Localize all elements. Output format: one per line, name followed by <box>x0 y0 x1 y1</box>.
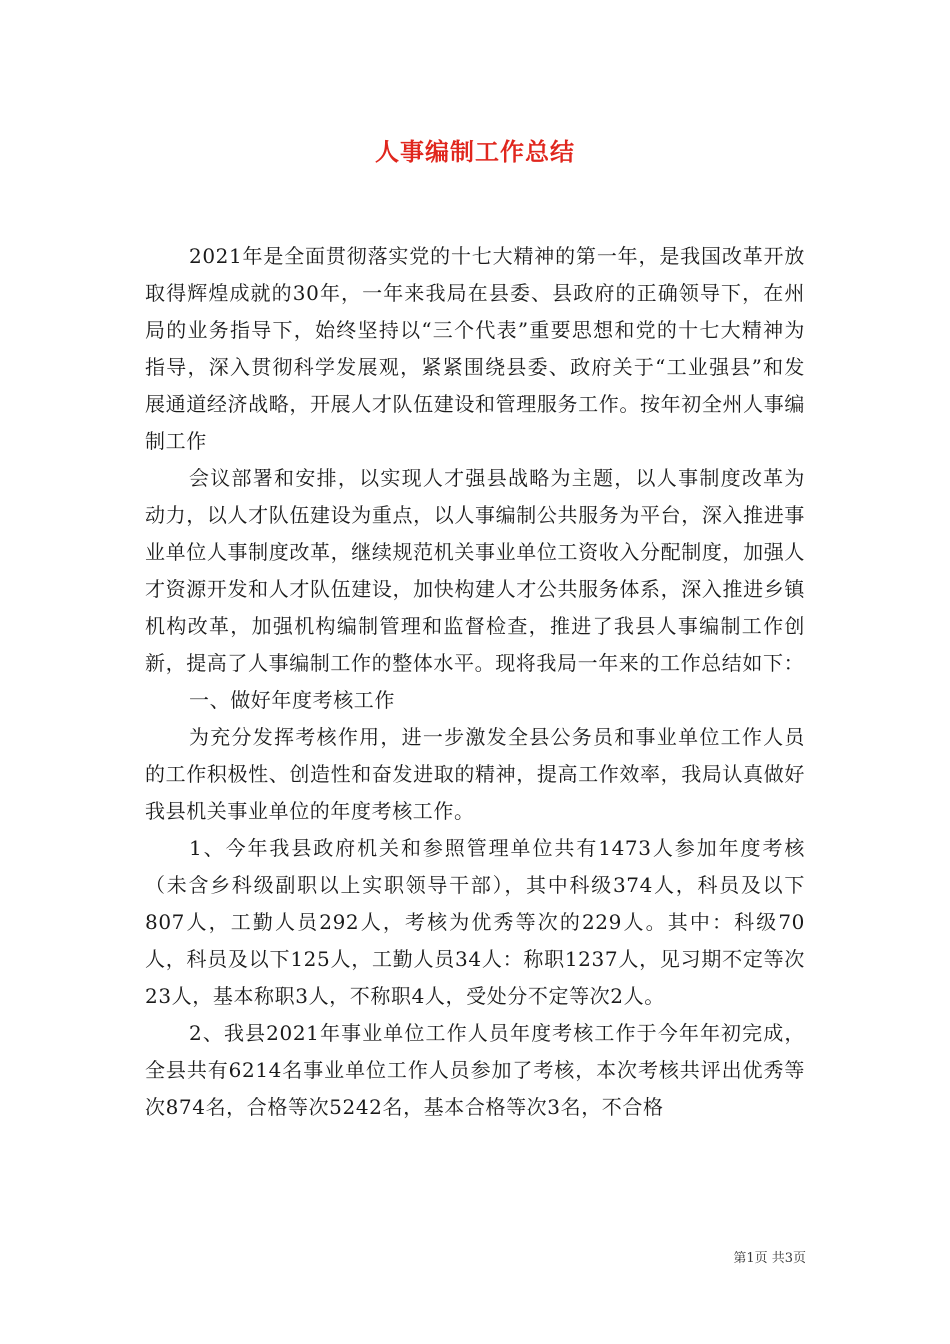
section-heading-annual-assessment: 一、做好年度考核工作 <box>189 688 395 712</box>
paragraph-intro: 2021年是全面贯彻落实党的十七大精神的第一年，是我国改革开放取得辉煌成就的30年，一年来我局在县委、县政府的正确领导下，在州局的业务指导下，始终坚持以“三个代表”重要思想和党的十七大精神为指导，深入贯彻科学发展观，紧紧围绕县委、政府关于“工业强县”和发展通道经济战略，开展人才队伍建设和管理服务工作。按年初全州人事编制工作 <box>145 244 805 453</box>
document-title: 人事编制工作总结 <box>375 138 575 166</box>
paragraph-item-2: 2、我县2021年事业单位工作人员年度考核工作于今年年初完成，全县共有6214名事业单位工作人员参加了考核，本次考核共评出优秀等次874名，合格等次5242名，基本合格等次3名，不合格 <box>145 1021 805 1119</box>
paragraph-item-1: 1、今年我县政府机关和参照管理单位共有1473人参加年度考核（未含乡科级副职以上实职领导干部），其中科级374人，科员及以下807人，工勤人员292人，考核为优秀等次的229人。其中：科级70人，科员及以下125人，工勤人员34人：称职1237人，见习期不定等次23人，基本称职3人，不称职4人，受处分不定等次2人。 <box>145 836 805 1008</box>
document-body <box>145 238 805 1126</box>
paragraph-assessment-purpose: 为充分发挥考核作用，进一步激发全县公务员和事业单位工作人员的工作积极性、创造性和奋发进取的精神，提高工作效率，我局认真做好我县机关事业单位的年度考核工作。 <box>145 725 805 823</box>
page-number: 第1页 共3页 <box>733 1251 806 1266</box>
paragraph-meeting: 会议部署和安排，以实现人才强县战略为主题，以人事制度改革为动力，以人才队伍建设为重点，以人事编制公共服务为平台，深入推进事业单位人事制度改革，继续规范机关事业单位工资收入分配制度，加强人才资源开发和人才队伍建设，加快构建人才公共服务体系，深入推进乡镇机构改革，加强机构编制管理和监督检查，推进了我县人事编制工作创新，提高了人事编制工作的整体水平。现将我局一年来的工作总结如下： <box>145 466 805 675</box>
